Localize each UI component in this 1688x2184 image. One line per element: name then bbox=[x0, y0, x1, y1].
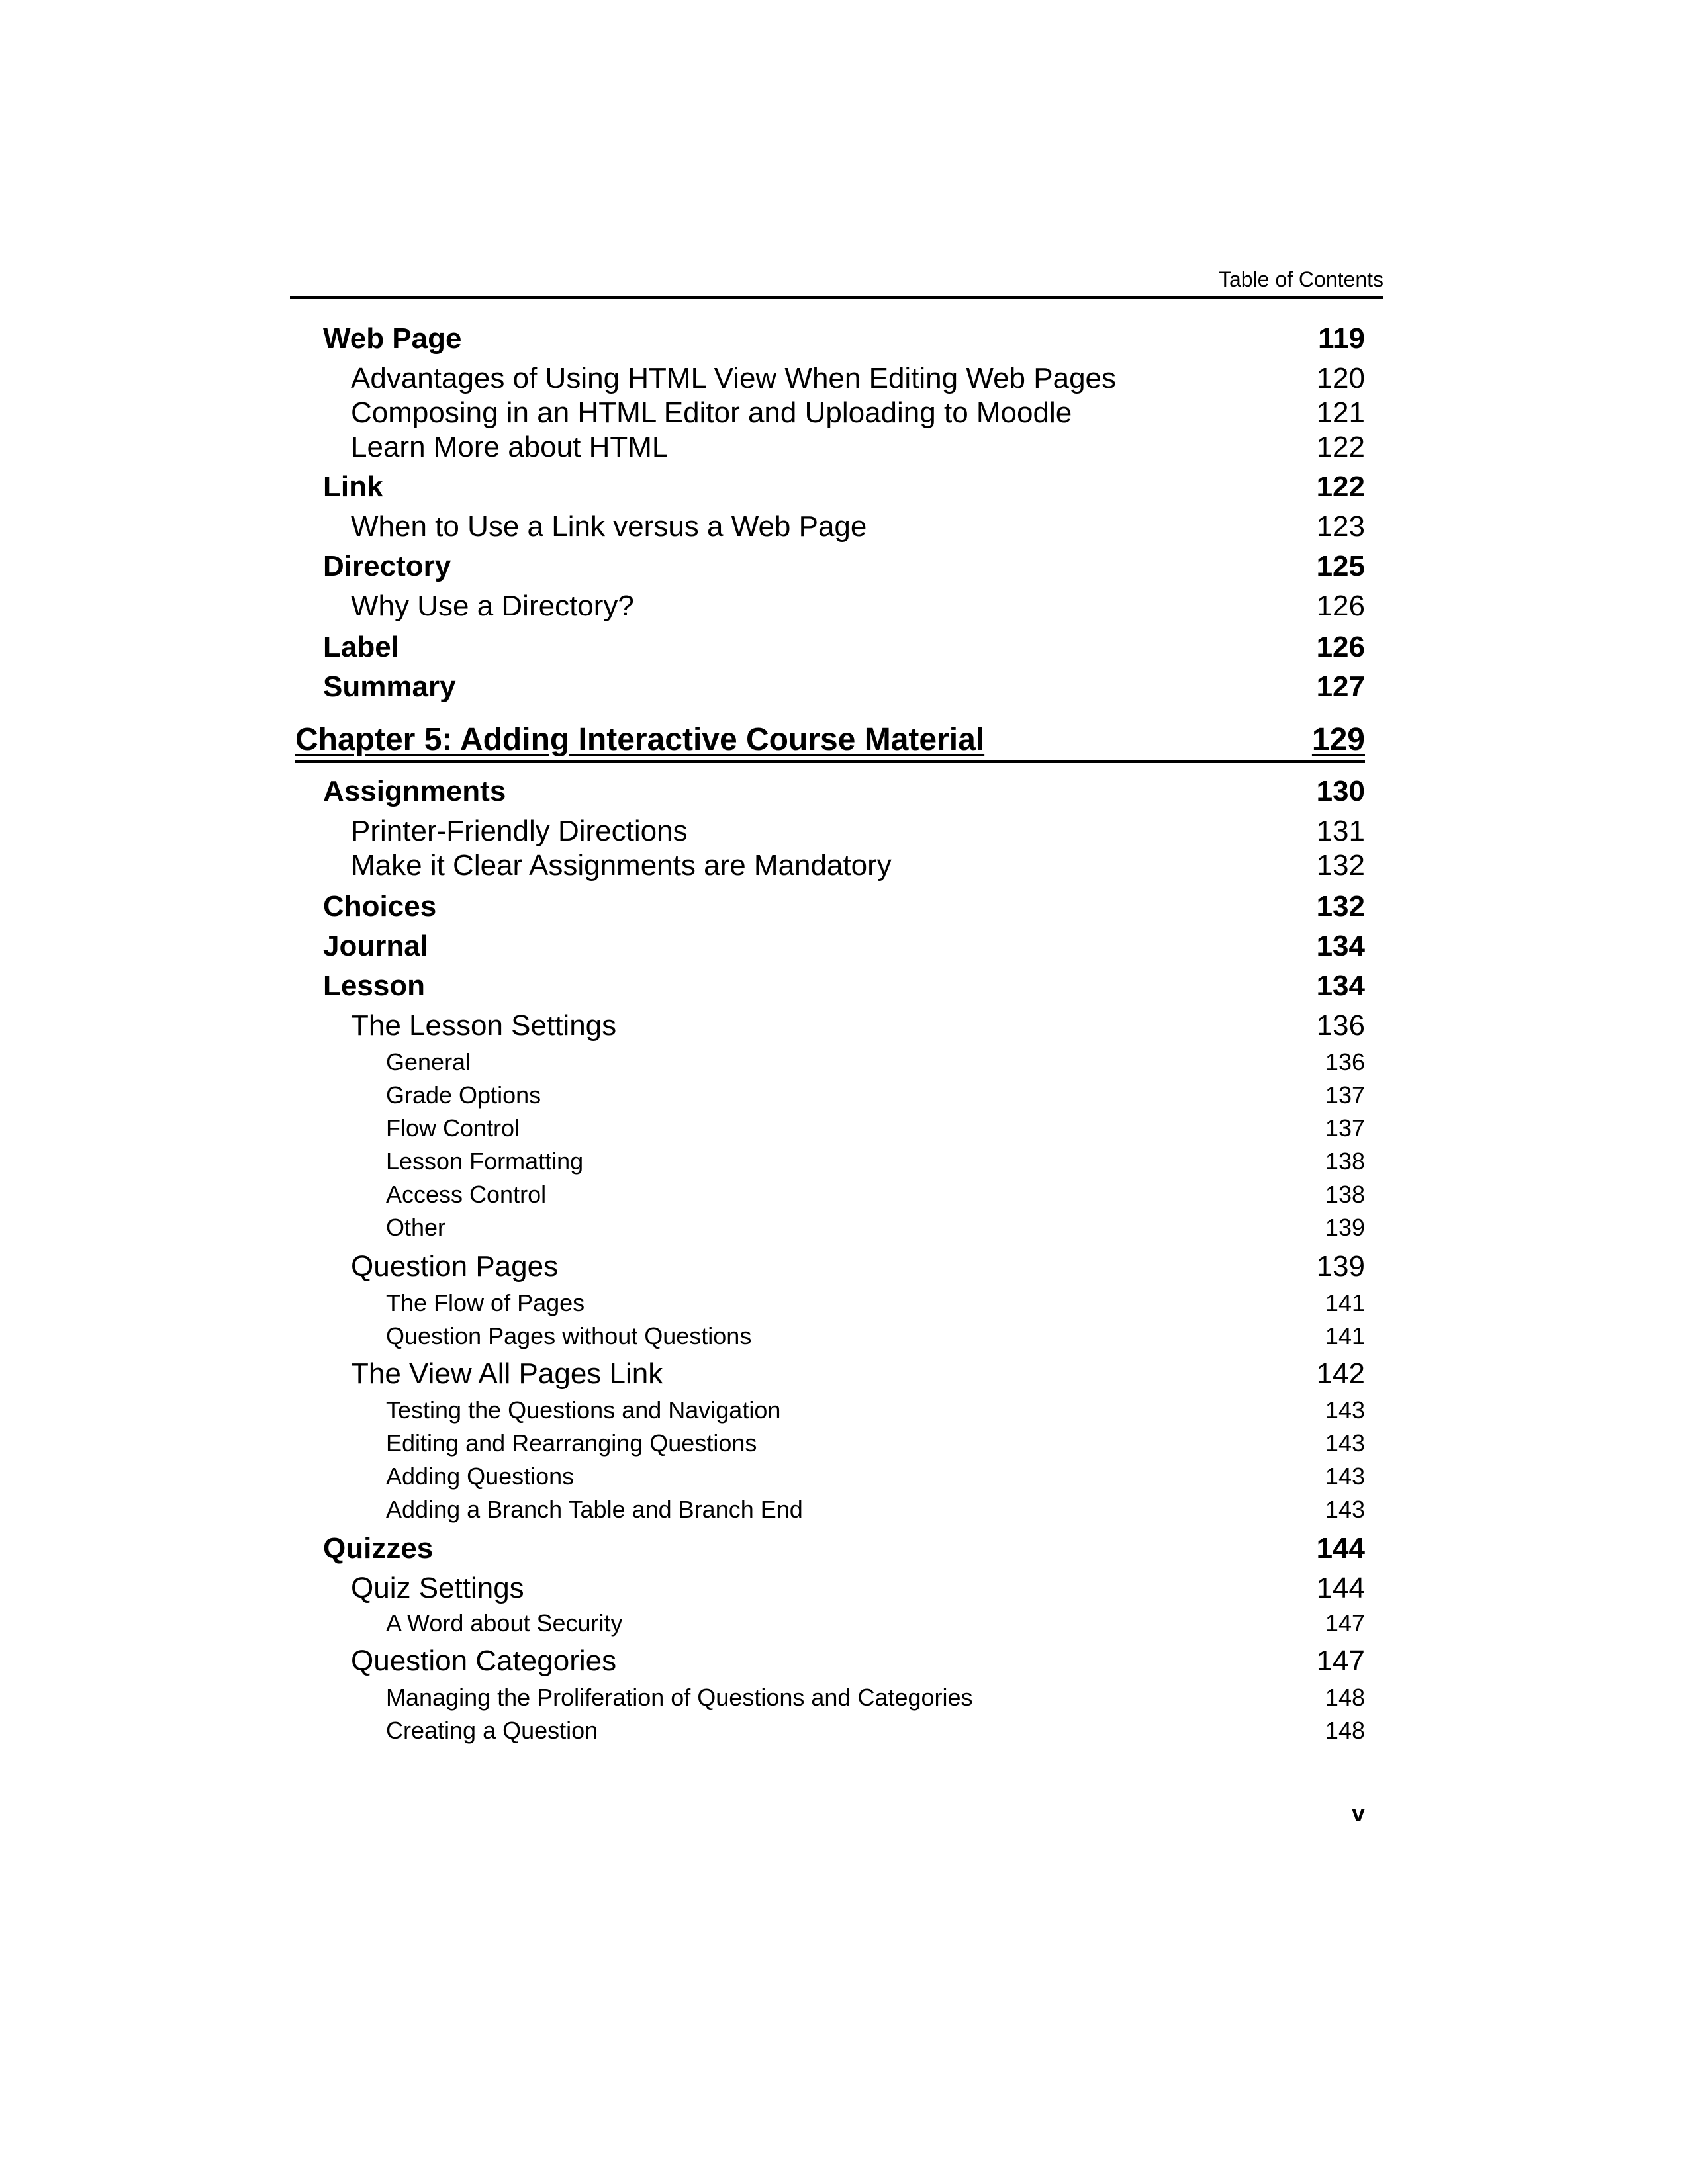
toc-entry-subsubsection[interactable] bbox=[386, 1212, 1365, 1243]
toc-entry-page: 147 bbox=[1325, 1610, 1365, 1637]
toc-entry-title: The Lesson Settings bbox=[351, 1009, 617, 1042]
toc-entry-title: Summary bbox=[323, 670, 456, 703]
toc-entry-subsection[interactable] bbox=[351, 394, 1365, 432]
toc-entry-title: Managing the Proliferation of Questions and Categories bbox=[386, 1684, 973, 1711]
toc-entry-title: The View All Pages Link bbox=[351, 1357, 663, 1390]
toc-entry-title: Choices bbox=[323, 890, 437, 923]
toc-entry-title: Quizzes bbox=[323, 1532, 434, 1565]
toc-entry-page: 142 bbox=[1316, 1357, 1365, 1390]
toc-entry-title: Composing in an HTML Editor and Uploading to Moodle bbox=[351, 396, 1072, 429]
toc-entry-section[interactable] bbox=[323, 629, 1365, 666]
page-folio: v bbox=[1351, 1799, 1365, 1827]
toc-entry-page: 136 bbox=[1325, 1048, 1365, 1075]
toc-entry-page: 137 bbox=[1325, 1081, 1365, 1109]
toc-entry-page: 122 bbox=[1316, 471, 1365, 503]
toc-entry-section[interactable] bbox=[323, 928, 1365, 965]
toc-entry-title: Assignments bbox=[323, 775, 506, 807]
toc-entry-subsubsection[interactable] bbox=[386, 1395, 1365, 1426]
toc-entry-title: Quiz Settings bbox=[351, 1572, 524, 1604]
toc-entry-title: Label bbox=[323, 631, 399, 663]
toc-entry-title: Adding Questions bbox=[386, 1463, 575, 1490]
toc-entry-page: 134 bbox=[1316, 930, 1365, 962]
toc-entry-page: 132 bbox=[1316, 849, 1365, 882]
toc-entry-subsubsection[interactable] bbox=[386, 1179, 1365, 1210]
toc-entry-title: Advantages of Using HTML View When Editing Web Pages bbox=[351, 362, 1117, 394]
toc-entry-page: 134 bbox=[1316, 970, 1365, 1002]
toc-entry-section[interactable] bbox=[323, 888, 1365, 925]
toc-entry-section[interactable] bbox=[323, 668, 1365, 705]
toc-entry-page: 130 bbox=[1316, 775, 1365, 807]
toc-entry-subsubsection[interactable] bbox=[386, 1080, 1365, 1111]
toc-entry-subsubsection[interactable] bbox=[386, 1321, 1365, 1351]
toc-entry-subsection[interactable] bbox=[351, 360, 1365, 397]
toc-entry-page: 120 bbox=[1316, 362, 1365, 394]
toc-entry-title: Question Pages bbox=[351, 1250, 559, 1283]
toc-entry-page: 143 bbox=[1325, 1430, 1365, 1457]
toc-entry-subsubsection[interactable] bbox=[386, 1715, 1365, 1746]
toc-entry-subsection[interactable] bbox=[351, 588, 1365, 625]
toc-entry-page: 121 bbox=[1316, 396, 1365, 429]
toc-entry-subsubsection[interactable] bbox=[386, 1288, 1365, 1318]
toc-entry-title: Lesson Formatting bbox=[386, 1148, 584, 1175]
toc-entry-title: Why Use a Directory? bbox=[351, 590, 634, 622]
toc-entry-page: 125 bbox=[1316, 550, 1365, 582]
toc-entry-page: 138 bbox=[1325, 1148, 1365, 1175]
toc-entry-page: 131 bbox=[1316, 815, 1365, 847]
toc-entry-subsubsection[interactable] bbox=[386, 1146, 1365, 1177]
toc-entry-section[interactable] bbox=[323, 548, 1365, 585]
toc-entry-page: 129 bbox=[1311, 722, 1365, 757]
toc-entry-title: Question Categories bbox=[351, 1645, 617, 1677]
toc-entry-title: The Flow of Pages bbox=[386, 1289, 585, 1316]
toc-entry-page: 139 bbox=[1316, 1250, 1365, 1283]
toc-entry-subsubsection[interactable] bbox=[386, 1428, 1365, 1459]
toc-entry-subsubsection[interactable] bbox=[386, 1047, 1365, 1077]
toc-entry-title: Flow Control bbox=[386, 1115, 520, 1142]
toc-entry-page: 148 bbox=[1325, 1684, 1365, 1711]
toc-entry-title: Adding a Branch Table and Branch End bbox=[386, 1496, 803, 1523]
toc-entry-page: 144 bbox=[1316, 1572, 1365, 1604]
toc-entry-page: 144 bbox=[1316, 1532, 1365, 1565]
toc-entry-title: Learn More about HTML bbox=[351, 431, 669, 463]
toc-entry-subsection[interactable] bbox=[351, 1570, 1365, 1607]
toc-entry-section[interactable] bbox=[323, 320, 1365, 357]
toc-entry-title: General bbox=[386, 1048, 471, 1075]
toc-entry-chapter[interactable] bbox=[295, 720, 1365, 763]
toc-entry-subsection[interactable] bbox=[351, 1007, 1365, 1044]
toc-entry-page: 141 bbox=[1325, 1289, 1365, 1316]
toc-entry-page: 138 bbox=[1325, 1181, 1365, 1208]
toc-entry-title: Link bbox=[323, 471, 383, 503]
toc-entry-title: Grade Options bbox=[386, 1081, 541, 1109]
toc-entry-section[interactable] bbox=[323, 469, 1365, 506]
toc-entry-title: Lesson bbox=[323, 970, 426, 1002]
toc-entry-page: 143 bbox=[1325, 1463, 1365, 1490]
toc-entry-page: 126 bbox=[1316, 631, 1365, 663]
toc-entry-subsection[interactable] bbox=[351, 1355, 1365, 1392]
toc-entry-title: Editing and Rearranging Questions bbox=[386, 1430, 757, 1457]
toc-entry-subsubsection[interactable] bbox=[386, 1113, 1365, 1144]
toc-entry-subsection[interactable] bbox=[351, 847, 1365, 884]
toc-entry-subsection[interactable] bbox=[351, 1248, 1365, 1285]
toc-entry-page: 141 bbox=[1325, 1322, 1365, 1349]
toc-entry-subsection[interactable] bbox=[351, 508, 1365, 545]
toc-entry-page: 132 bbox=[1316, 890, 1365, 923]
toc-entry-title: Chapter 5: Adding Interactive Course Material bbox=[295, 722, 985, 757]
toc-entry-title: Access Control bbox=[386, 1181, 547, 1208]
toc-entry-subsubsection[interactable] bbox=[386, 1494, 1365, 1525]
toc-entry-section[interactable] bbox=[323, 773, 1365, 810]
toc-entry-page: 119 bbox=[1318, 322, 1365, 355]
toc-entry-subsubsection[interactable] bbox=[386, 1608, 1365, 1639]
toc-entry-page: 148 bbox=[1325, 1717, 1365, 1744]
toc-entry-title: Web Page bbox=[323, 322, 462, 355]
toc-entry-page: 139 bbox=[1325, 1214, 1365, 1241]
toc-entry-subsection[interactable] bbox=[351, 429, 1365, 466]
toc-entry-section[interactable] bbox=[323, 968, 1365, 1005]
toc-entry-page: 123 bbox=[1316, 510, 1365, 543]
toc-entry-subsubsection[interactable] bbox=[386, 1682, 1365, 1713]
toc-entry-page: 136 bbox=[1316, 1009, 1365, 1042]
toc-entry-title: Journal bbox=[323, 930, 428, 962]
toc-entry-title: Other bbox=[386, 1214, 446, 1241]
toc-entry-page: 147 bbox=[1316, 1645, 1365, 1677]
toc-entry-page: 126 bbox=[1316, 590, 1365, 622]
toc-entry-title: A Word about Security bbox=[386, 1610, 623, 1637]
toc-entry-title: Testing the Questions and Navigation bbox=[386, 1396, 781, 1424]
toc-entry-page: 127 bbox=[1316, 670, 1365, 703]
toc-entry-title: Question Pages without Questions bbox=[386, 1322, 752, 1349]
toc-entry-title: Creating a Question bbox=[386, 1717, 598, 1744]
toc-entry-title: Directory bbox=[323, 550, 451, 582]
toc-entry-title: When to Use a Link versus a Web Page bbox=[351, 510, 867, 543]
toc-entry-page: 143 bbox=[1325, 1496, 1365, 1523]
toc-entry-page: 137 bbox=[1325, 1115, 1365, 1142]
toc-entry-subsection[interactable] bbox=[351, 1643, 1365, 1680]
toc-entry-page: 122 bbox=[1316, 431, 1365, 463]
toc-entry-subsubsection[interactable] bbox=[386, 1461, 1365, 1492]
toc-entry-section[interactable] bbox=[323, 1530, 1365, 1567]
running-header-title: Table of Contents bbox=[1218, 267, 1383, 291]
running-header bbox=[290, 265, 1383, 299]
toc-entry-page: 143 bbox=[1325, 1396, 1365, 1424]
toc-entry-title: Make it Clear Assignments are Mandatory bbox=[351, 849, 892, 882]
toc-entry-subsection[interactable] bbox=[351, 813, 1365, 850]
toc-entry-title: Printer-Friendly Directions bbox=[351, 815, 688, 847]
